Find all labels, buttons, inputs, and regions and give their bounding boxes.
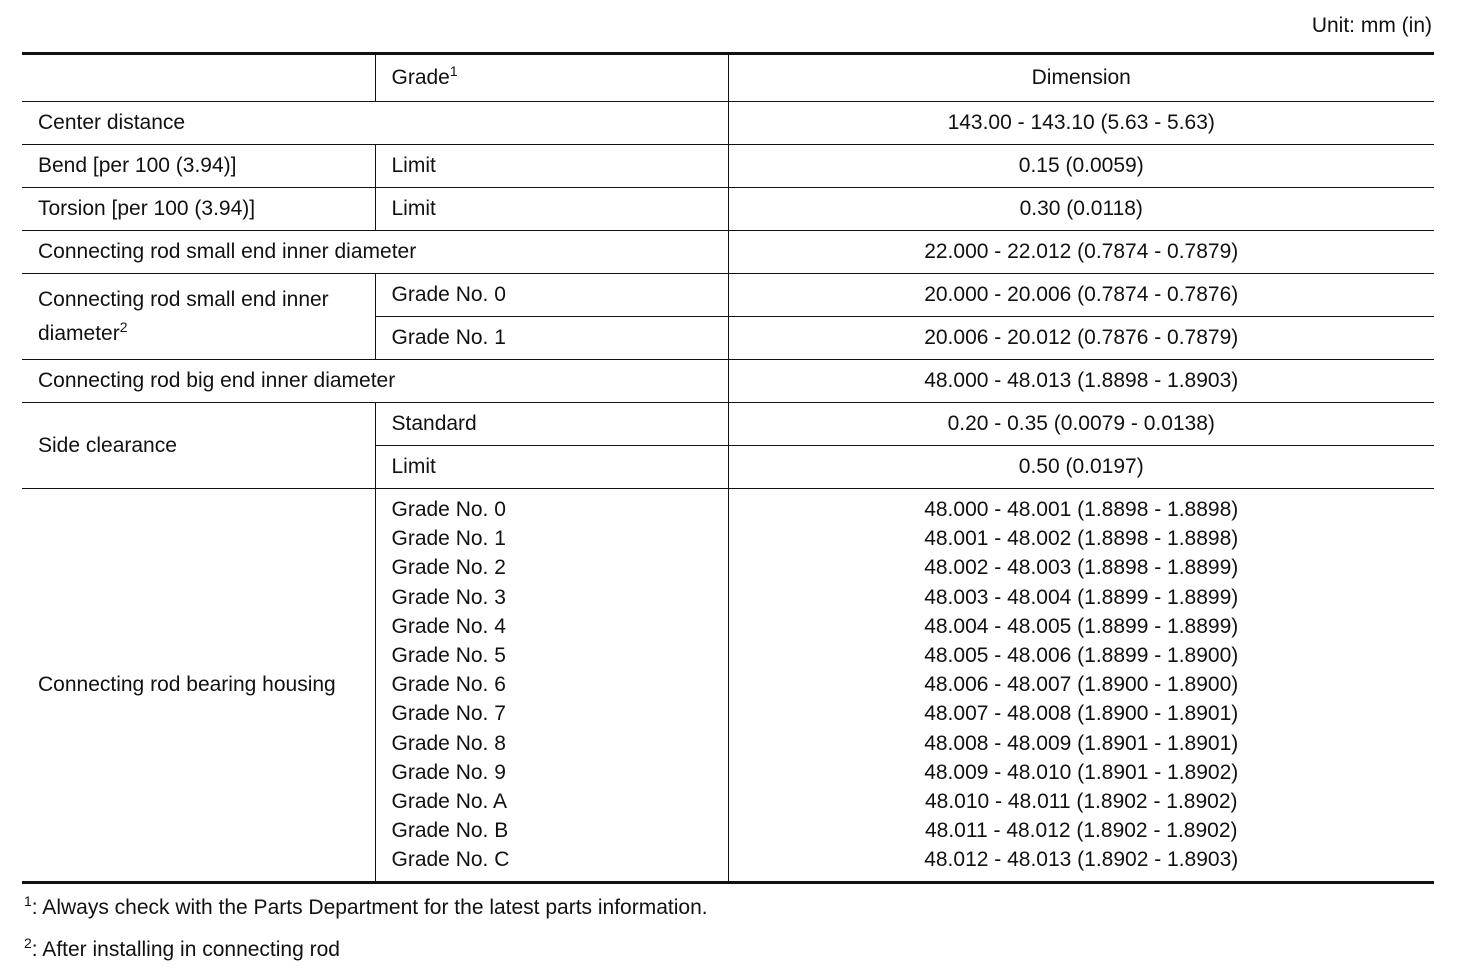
row-value: 48.000 - 48.013 (1.8898 - 1.8903) <box>728 360 1434 403</box>
row-value: 22.000 - 22.012 (0.7874 - 0.7879) <box>728 231 1434 274</box>
row-label: Torsion [per 100 (3.94)] <box>22 188 375 231</box>
list-item: Grade No. 8 <box>391 731 506 755</box>
row-grade: Grade No. 1 <box>375 317 728 360</box>
list-item: Grade No. 5 <box>391 644 506 668</box>
row-label: Bend [per 100 (3.94)] <box>22 145 375 188</box>
list-item: Grade No. C <box>391 848 510 872</box>
row-label: Connecting rod big end inner diameter <box>22 360 728 403</box>
table-row <box>22 231 1434 274</box>
row-value: 143.00 - 143.10 (5.63 - 5.63) <box>728 102 1434 145</box>
row-grade: Grade No. 0 <box>375 274 728 317</box>
bearing-housing-values <box>728 489 1434 883</box>
list-item: Grade No. 1 <box>391 527 506 551</box>
row-value: 0.15 (0.0059) <box>728 145 1434 188</box>
row-value: 20.000 - 20.006 (0.7874 - 0.7876) <box>728 274 1434 317</box>
row-label: Connecting rod bearing housing <box>22 489 375 883</box>
table-row <box>22 489 1434 883</box>
header-grade: Grade$^1$ <box>375 54 728 102</box>
table-row <box>22 145 1434 188</box>
list-item: Grade No. 3 <box>391 585 506 609</box>
footnote-mark: 1 <box>24 893 32 909</box>
row-value: 20.006 - 20.012 (0.7876 - 0.7879) <box>728 317 1434 360</box>
header-dimension: Dimension <box>728 54 1434 102</box>
table-header-row <box>22 54 1434 102</box>
header-blank-cell <box>22 54 375 102</box>
row-value: 0.50 (0.0197) <box>728 446 1434 489</box>
footnote-1: $^1$: Always check with the Parts Department for the latest parts information. <box>24 893 708 919</box>
list-item: Grade No. 2 <box>391 556 506 580</box>
row-grade: Limit <box>375 145 728 188</box>
footnote-mark: 2 <box>24 935 32 951</box>
list-item: Grade No. 6 <box>391 673 506 697</box>
row-value: 0.20 - 0.35 (0.0079 - 0.0138) <box>728 403 1434 446</box>
list-item: 48.005 - 48.006 (1.8899 - 1.8900) <box>924 644 1239 668</box>
list-item: 48.000 - 48.001 (1.8898 - 1.8898) <box>924 498 1239 521</box>
row-label: Center distance <box>22 102 728 145</box>
row-grade: Limit <box>375 446 728 489</box>
connecting-rod-spec-table <box>22 52 1434 884</box>
table-row <box>22 188 1434 231</box>
list-item: 48.004 - 48.005 (1.8899 - 1.8899) <box>924 614 1239 638</box>
table-row <box>22 102 1434 145</box>
table-row <box>22 403 1434 446</box>
list-item: 48.011 - 48.012 (1.8902 - 1.8902) <box>924 819 1238 843</box>
list-item: Grade No. 4 <box>391 614 506 638</box>
list-item: 48.009 - 48.010 (1.8901 - 1.8902) <box>924 760 1239 784</box>
row-label: Connecting rod small end inner diameter <box>22 231 728 274</box>
table-row <box>22 360 1434 403</box>
row-grade: Limit <box>375 188 728 231</box>
bearing-housing-grades <box>375 489 728 883</box>
footnote-ref-1: 1 <box>449 63 458 79</box>
list-item: 48.007 - 48.008 (1.8900 - 1.8901) <box>924 702 1239 726</box>
row-grade: Standard <box>375 403 728 446</box>
list-item: 48.001 - 48.002 (1.8898 - 1.8898) <box>924 527 1239 551</box>
row-value: 0.30 (0.0118) <box>728 188 1434 231</box>
row-label: Connecting rod small end inner diameter$^2$ <box>22 274 375 360</box>
footnote-2: $^2$: After installing in connecting rod <box>24 935 340 961</box>
list-item: 48.006 - 48.007 (1.8900 - 1.8900) <box>924 673 1239 697</box>
list-item: Grade No. A <box>391 790 508 814</box>
list-item: 48.003 - 48.004 (1.8899 - 1.8899) <box>924 585 1239 609</box>
list-item: Grade No. B <box>391 819 509 843</box>
footnote-ref-2: 2 <box>119 318 128 335</box>
list-item: 48.010 - 48.011 (1.8902 - 1.8902) <box>924 790 1238 814</box>
row-label: Side clearance <box>22 403 375 489</box>
list-item: 48.012 - 48.013 (1.8902 - 1.8903) <box>924 848 1239 872</box>
list-item: Grade No. 9 <box>391 760 506 784</box>
list-item: Grade No. 7 <box>391 702 506 726</box>
list-item: Grade No. 0 <box>391 498 506 521</box>
list-item: 48.002 - 48.003 (1.8898 - 1.8899) <box>924 556 1239 580</box>
unit-label: Unit: mm (in) <box>1311 14 1432 37</box>
list-item: 48.008 - 48.009 (1.8901 - 1.8901) <box>924 731 1239 755</box>
table-row <box>22 274 1434 317</box>
